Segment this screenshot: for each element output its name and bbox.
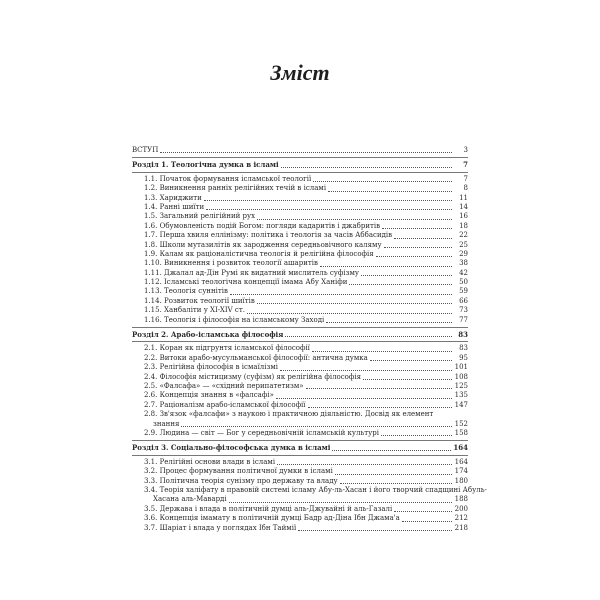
dot-leader [298,530,452,531]
toc-entry-label: 2.3. Релігійна філософія в ісмаїлізмі [144,363,278,372]
toc-entry-label: 3.4. Теорія халіфату в правовій системі ісламу Абу-ль-Хасан і його творчий спадщині Абуль- [144,485,487,494]
toc-intro [132,146,468,155]
toc-entry [132,505,468,514]
toc-page-number: 174 [454,467,468,476]
toc-entry-label: 3.6. Концепція імамату в політичній думці Бадр ад-Діна Ібн Джама'а [144,514,400,523]
toc-entry-label: 2.2. Витоки арабо-мусульманської філософії: антична думка [144,353,368,362]
toc-page-number: 59 [459,287,468,296]
section-divider [132,455,468,456]
toc-entry-label: 3.3. Політична теорія сунізму про державу та владу [144,476,338,485]
dot-leader [281,167,452,168]
toc-entry [132,391,468,400]
toc-sections [132,157,487,533]
toc-entry-label: 1.7. Перша хвиля еллінізму: політика і теологія за часів Аббасидів [144,231,393,240]
toc-page-number: 147 [454,400,468,409]
toc-page-number: 7 [463,174,468,183]
dot-leader [382,228,452,229]
page-title: Зміст [270,60,330,85]
toc-entry-label: 2.8. Зв'язок «фалсафи» з наукою і практичною діяльністю. Досвід як елемент [144,410,434,419]
dot-leader [247,313,452,314]
toc-entry [132,203,468,212]
toc-entry [132,382,468,391]
dot-leader [335,474,452,475]
dot-leader [320,266,452,267]
toc-page-number: 188 [454,495,468,504]
dot-leader [376,256,452,257]
toc-entry [132,250,468,259]
toc-entry-label: 1.9. Калам як раціоналістична теологія й релігійна філософія [144,249,374,258]
dot-leader [160,152,452,153]
toc-entry-label: 1.1. Початок формування ісламської теології [144,174,312,183]
toc-page-number: 125 [454,381,468,390]
toc-section-label: Розділ 2. Арабо-ісламська філософія [132,330,284,340]
toc-page-number: 42 [459,268,468,277]
toc-page-number: 16 [459,212,468,221]
dot-leader [363,379,452,380]
toc-page-number: 83 [458,330,468,340]
toc-entry-label-continued: знання [153,419,180,428]
toc-entry-label: 3.5. Держава і влада в політичній думці аль-Джувайні й аль-Газалі [144,504,393,513]
toc-entry-label: 2.9. Людина — світ — Бог у середньовічній ісламській культурі [144,428,380,437]
toc-entry [132,514,468,523]
toc-entry [132,241,468,250]
toc-entry [132,467,468,476]
dot-leader [384,247,452,248]
dot-leader [313,181,452,182]
toc-page-number: 108 [454,372,468,381]
toc-entry-label: 3.2. Процес формування політичної думки в ісламі [144,467,333,476]
dot-leader [306,388,452,389]
toc-page-number: 38 [459,259,468,268]
toc-section-label: Розділ 3. Соціально-філософська думка в ісламі [132,443,331,453]
toc-entry-label: 1.13. Теологія суннітів [144,287,228,296]
toc-page-number: 200 [454,504,468,513]
dot-leader [206,209,452,210]
dot-leader [349,284,452,285]
toc-page-number: 3 [463,145,468,154]
section-divider [132,440,468,441]
toc-entry-label: 2.6. Концепція знання в «фалсафі» [144,391,274,400]
section-divider [132,157,468,158]
dot-leader [204,200,452,201]
section-divider [132,172,468,173]
dot-leader [277,464,452,465]
toc-entry [132,278,468,287]
dot-leader [312,351,452,352]
toc-entry [132,231,468,240]
toc-page-number: 83 [459,344,468,353]
toc-section-heading [132,443,468,452]
toc-entry-label: 1.15. Ханбаліти у XI-XIV ст. [144,306,245,315]
toc-page-number: 135 [454,391,468,400]
toc-page-number: 73 [459,306,468,315]
toc-entry-label: 2.5. «Фалсафа» — «східний перипатетизм» [144,381,304,390]
toc-page-number: 11 [459,193,468,202]
toc-section-heading [132,330,468,339]
toc-entry-label-continued: Хасана аль-Маварді [153,495,227,504]
toc-section-heading [132,160,468,169]
dot-leader [229,502,452,503]
toc-entry [132,458,468,467]
toc-entry [132,194,468,203]
dot-leader [332,450,451,451]
toc-entry [132,485,487,505]
toc-entry [132,306,468,315]
toc-entry-label: 1.4. Ранні шиїти [144,202,205,211]
toc-entry [132,287,468,296]
toc-entry-label: 2.1. Коран як підгрунтя ісламської філософії [144,344,310,353]
dot-leader [230,294,452,295]
dot-leader [280,370,452,371]
dot-leader [257,303,452,304]
dot-leader [361,275,452,276]
section-divider [132,327,468,328]
toc-entry [132,429,468,438]
toc-entry [132,363,468,372]
toc-page-number: 25 [459,240,468,249]
toc-page-number: 95 [459,353,468,362]
toc-entry [132,212,468,221]
dot-leader [181,426,452,427]
toc-entry-label: 1.8. Школи мутазилітів як зародження середньовічного каляму [144,240,382,249]
dot-leader [394,238,452,239]
toc-page-number: 22 [459,231,468,240]
toc-entry [132,259,468,268]
toc-page-number: 212 [454,514,468,523]
toc-entry [132,297,468,306]
dot-leader [370,360,452,361]
toc-entry-label: 1.2. Виникнення ранніх релігійних течій в ісламі [144,184,327,193]
dot-leader [285,336,452,337]
toc-page-number: 18 [459,221,468,230]
toc-page-number: 164 [454,457,468,466]
dot-leader [340,483,452,484]
toc-entry-continuation [144,420,468,429]
toc-entry-continuation [144,495,468,504]
toc-entry-label: 2.7. Раціоналізм арабо-ісламської філософії [144,400,306,409]
toc-entry-label: 1.5. Загальний релігійний рух [144,212,256,221]
toc-entry [132,344,468,353]
toc-entry [132,373,468,382]
toc-entry-label: 1.16. Теологія і філософія на ісламському Заході [144,315,325,324]
toc-page-number: 8 [463,184,468,193]
toc-entry [132,410,468,429]
toc-page-number: 7 [463,160,468,170]
toc-entry-label: 1.10. Виникнення і розвиток теології ашаритів [144,259,318,268]
dot-leader [394,511,452,512]
toc-entry-label: 3.7. Шаріат і влада у поглядах Ібн Таймії [144,523,297,532]
toc-entry-label: 1.11. Джалал ад-Дін Румі як видатний мислитель суфізму [144,268,360,277]
toc-entry [132,354,468,363]
toc-page-number: 29 [459,249,468,258]
dot-leader [257,219,452,220]
toc-page-number: 218 [454,523,468,532]
toc-entry [132,184,468,193]
toc-page-number: 152 [454,419,468,428]
toc-entry-label: 1.6. Обумовленість подій Богом: погляди кадаритів і джабритів [144,221,381,230]
dot-leader [328,191,452,192]
toc-entry [132,401,468,410]
dot-leader [381,435,452,436]
toc-entry-label: 1.3. Хариджити [144,193,202,202]
dot-leader [276,398,452,399]
toc-entry [132,269,468,278]
toc-label: ВСТУП [132,145,159,154]
toc-page-number: 14 [459,202,468,211]
section-divider [132,341,468,342]
dot-leader [402,521,452,522]
toc-page-number: 66 [459,296,468,305]
toc-page-number: 180 [454,476,468,485]
toc-entry [132,477,468,486]
toc-entry [132,175,468,184]
toc-entry-label: 1.14. Розвиток теології шиїтів [144,296,255,305]
toc-entry [132,222,468,231]
toc-entry [132,316,468,325]
toc-page-number: 50 [459,278,468,287]
toc-page-number: 158 [454,428,468,437]
table-of-contents [132,145,487,533]
toc-page-number: 101 [454,363,468,372]
toc-page-number: 77 [459,315,468,324]
toc-entry-label: 1.12. Ісламські теологічна концепції імама Абу Ханіфи [144,278,348,287]
toc-section-label: Розділ 1. Теологічна думка в ісламі [132,160,279,170]
dot-leader [308,407,452,408]
dot-leader [326,322,452,323]
toc-entry [132,524,468,533]
toc-entry-label: 2.4. Філософія містицизму (суфізм) як релігійна філософія [144,372,362,381]
toc-entry-label: 3.1. Релігійні основи влади в ісламі [144,457,276,466]
toc-page-number: 164 [453,443,468,453]
